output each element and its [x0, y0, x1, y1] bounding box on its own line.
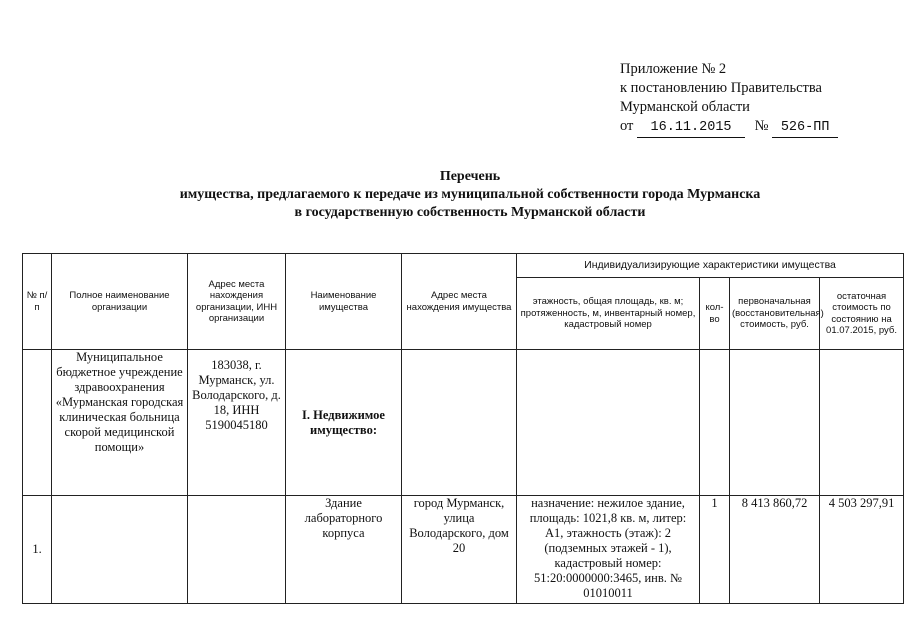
document-title: [80, 168, 860, 222]
row-empty-cell: [188, 496, 286, 604]
appendix-block: [620, 60, 838, 138]
resolution-date: 16.11.2015: [637, 118, 745, 138]
property-details-cell: назначение: нежилое здание, площадь: 1021,8 кв. м, литер: А1, этажность (этаж): 2 (подземных этажей - 1), кадастровый номер: 51:20:0000000:3465, инв. № 01010011: [517, 496, 700, 604]
residual-cost-cell: 4 503 297,91: [820, 496, 904, 604]
org-row-empty-cell: [820, 350, 904, 496]
col-header-num: № п/п: [23, 254, 52, 350]
org-address-cell: 183038, г. Мурманск, ул. Володарского, д. 18, ИНН 5190045180: [188, 350, 286, 496]
appendix-line-1: Приложение № 2: [620, 61, 727, 77]
org-row-empty-cell: [700, 350, 730, 496]
col-header-property-address: Адрес места нахождения имущества: [402, 254, 517, 350]
org-row-empty-cell: [402, 350, 517, 496]
org-row-empty-cell: [517, 350, 700, 496]
quantity-cell: 1: [700, 496, 730, 604]
org-row: [23, 350, 904, 496]
appendix-line-2: к постановлению Правительства: [620, 80, 822, 96]
appendix-date-line: [620, 117, 838, 138]
row-num-cell: 1.: [23, 496, 52, 604]
title-line-1: Перечень: [439, 169, 501, 184]
org-row-num-cell: [23, 350, 52, 496]
appendix-line-3: Мурманской области: [620, 99, 750, 115]
resolution-number: 526-ПП: [772, 118, 838, 138]
col-header-characteristics: Индивидуализирующие характеристики имущества: [517, 254, 904, 278]
property-table: [22, 253, 904, 604]
row-empty-cell: [52, 496, 188, 604]
property-name-cell: Здание лабораторного корпуса: [286, 496, 402, 604]
org-name-cell: Муниципальное бюджетное учреждение здравоохранения «Мурманская городская клиническая больница скорой медицинской помощи»: [52, 350, 188, 496]
table-row: [23, 496, 904, 604]
col-header-org-name: Полное наименование организации: [52, 254, 188, 350]
org-row-empty-cell: [730, 350, 820, 496]
col-header-initial-cost: первоначальная (восстановительная) стоимость, руб.: [730, 278, 820, 350]
col-header-org-address: Адрес места нахождения организации, ИНН организации: [188, 254, 286, 350]
title-line-3: в государственную собственность Мурманской области: [294, 205, 646, 220]
col-header-details: этажность, общая площадь, кв. м; протяженность, м, инвентарный номер, кадастровый номер: [517, 278, 700, 350]
col-header-property-name: Наименование имущества: [286, 254, 402, 350]
number-label: №: [754, 118, 769, 134]
property-address-cell: город Мурманск, улица Володарского, дом 20: [402, 496, 517, 604]
from-label: от: [620, 118, 634, 134]
title-line-2: имущества, предлагаемого к передаче из муниципальной собственности города Мурманска: [179, 187, 761, 202]
col-header-qty: кол-во: [700, 278, 730, 350]
initial-cost-cell: 8 413 860,72: [730, 496, 820, 604]
section-title-cell: I. Недвижимое имущество:: [286, 350, 402, 496]
col-header-residual-cost: остаточная стоимость по состоянию на 01.07.2015, руб.: [820, 278, 904, 350]
